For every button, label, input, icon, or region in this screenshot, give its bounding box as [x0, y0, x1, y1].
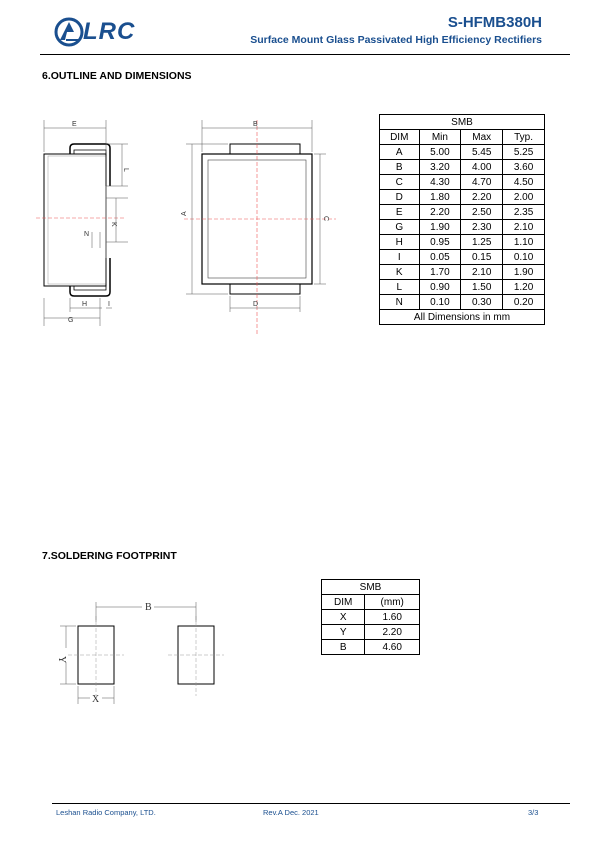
table-cell: 2.10 — [461, 265, 503, 280]
table-cell: 1.60 — [365, 610, 420, 625]
footer-page-number: 3/3 — [528, 808, 539, 817]
table-cell: B — [380, 160, 420, 175]
table-cell: 1.50 — [461, 280, 503, 295]
table-row — [322, 625, 420, 640]
document-subtitle: Surface Mount Glass Passivated High Efficiency Rectifiers — [250, 34, 542, 46]
table-note-row — [380, 310, 545, 325]
table-cell: 1.20 — [503, 280, 545, 295]
table-cell: 4.60 — [365, 640, 420, 655]
footprint-label-b: B — [145, 602, 152, 613]
table-header-package — [380, 115, 545, 130]
table-cell: 1.90 — [503, 265, 545, 280]
column-header: Typ. — [503, 130, 545, 145]
table-cell: 4.70 — [461, 175, 503, 190]
table-cell: 4.50 — [503, 175, 545, 190]
outline-section-title: 6.OUTLINE AND DIMENSIONS — [42, 70, 192, 82]
table-cell: C — [380, 175, 420, 190]
dim-label-e: E — [72, 121, 77, 128]
table-header-package — [322, 580, 420, 595]
table-cell: 0.05 — [419, 250, 461, 265]
table-cell: 0.10 — [503, 250, 545, 265]
table-cell: G — [380, 220, 420, 235]
table-row — [380, 235, 545, 250]
dim-label-b: B — [253, 121, 258, 128]
footprint-drawing — [52, 576, 230, 722]
column-header: DIM — [322, 595, 365, 610]
footprint-label-x: X — [92, 694, 100, 705]
table-row — [322, 610, 420, 625]
table-package-cell: SMB — [380, 115, 545, 130]
dim-label-i: I — [108, 301, 110, 308]
table-cell: 3.60 — [503, 160, 545, 175]
outline-drawing — [36, 112, 346, 338]
column-header: DIM — [380, 130, 420, 145]
table-cell: 4.30 — [419, 175, 461, 190]
table-cell: X — [322, 610, 365, 625]
table-header-row — [380, 130, 545, 145]
dim-label-k: K — [110, 222, 117, 227]
logo-text: LRC — [83, 18, 136, 45]
table-cell: 0.20 — [503, 295, 545, 310]
table-cell: 1.25 — [461, 235, 503, 250]
table-cell: Y — [322, 625, 365, 640]
table-cell: A — [380, 145, 420, 160]
column-header: Max — [461, 130, 503, 145]
table-cell: 1.10 — [503, 235, 545, 250]
table-row — [322, 640, 420, 655]
table-cell: B — [322, 640, 365, 655]
table-package-cell: SMB — [322, 580, 420, 595]
header-divider — [40, 54, 570, 55]
table-cell: 2.30 — [461, 220, 503, 235]
table-cell: 1.90 — [419, 220, 461, 235]
table-cell: 4.00 — [461, 160, 503, 175]
footer-company: Leshan Radio Company, LTD. — [56, 808, 156, 817]
table-row — [380, 220, 545, 235]
table-cell: 0.95 — [419, 235, 461, 250]
table-cell: 2.35 — [503, 205, 545, 220]
table-cell: 0.15 — [461, 250, 503, 265]
table-note: All Dimensions in mm — [380, 310, 545, 325]
dim-label-d: D — [253, 301, 259, 308]
table-row — [380, 295, 545, 310]
table-cell: 3.20 — [419, 160, 461, 175]
table-cell: 1.70 — [419, 265, 461, 280]
footprint-dimensions-table — [321, 579, 420, 655]
footprint-label-y: Y — [56, 656, 67, 664]
table-cell: K — [380, 265, 420, 280]
dim-label-n: N — [84, 231, 90, 238]
table-cell: E — [380, 205, 420, 220]
dim-label-h: H — [82, 301, 88, 308]
table-cell: 1.80 — [419, 190, 461, 205]
table-cell: 5.25 — [503, 145, 545, 160]
table-cell: 2.00 — [503, 190, 545, 205]
table-cell: 2.20 — [461, 190, 503, 205]
dim-label-c: C — [322, 216, 329, 222]
table-cell: 2.10 — [503, 220, 545, 235]
column-header: Min — [419, 130, 461, 145]
table-cell: 2.50 — [461, 205, 503, 220]
table-cell: 0.90 — [419, 280, 461, 295]
table-cell: H — [380, 235, 420, 250]
dim-label-g: G — [68, 317, 74, 324]
outline-dimensions-table — [379, 114, 545, 325]
table-row — [380, 190, 545, 205]
table-cell: 5.45 — [461, 145, 503, 160]
table-cell: I — [380, 250, 420, 265]
table-cell: 0.30 — [461, 295, 503, 310]
footer-divider — [52, 803, 570, 804]
table-header-row — [322, 595, 420, 610]
table-cell: D — [380, 190, 420, 205]
dim-label-l: L — [122, 168, 129, 172]
table-row — [380, 145, 545, 160]
table-cell: L — [380, 280, 420, 295]
footer-revision: Rev.A Dec. 2021 — [263, 808, 319, 817]
table-cell: 0.10 — [419, 295, 461, 310]
table-row — [380, 250, 545, 265]
table-cell: N — [380, 295, 420, 310]
dim-label-a: A — [181, 211, 188, 216]
table-row — [380, 280, 545, 295]
column-header: (mm) — [365, 595, 420, 610]
footprint-section-title: 7.SOLDERING FOOTPRINT — [42, 550, 177, 562]
table-cell: 2.20 — [365, 625, 420, 640]
table-row — [380, 265, 545, 280]
part-number: S-HFMB380H — [447, 14, 542, 31]
table-row — [380, 175, 545, 190]
table-row — [380, 160, 545, 175]
table-cell: 2.20 — [419, 205, 461, 220]
table-row — [380, 205, 545, 220]
table-cell: 5.00 — [419, 145, 461, 160]
